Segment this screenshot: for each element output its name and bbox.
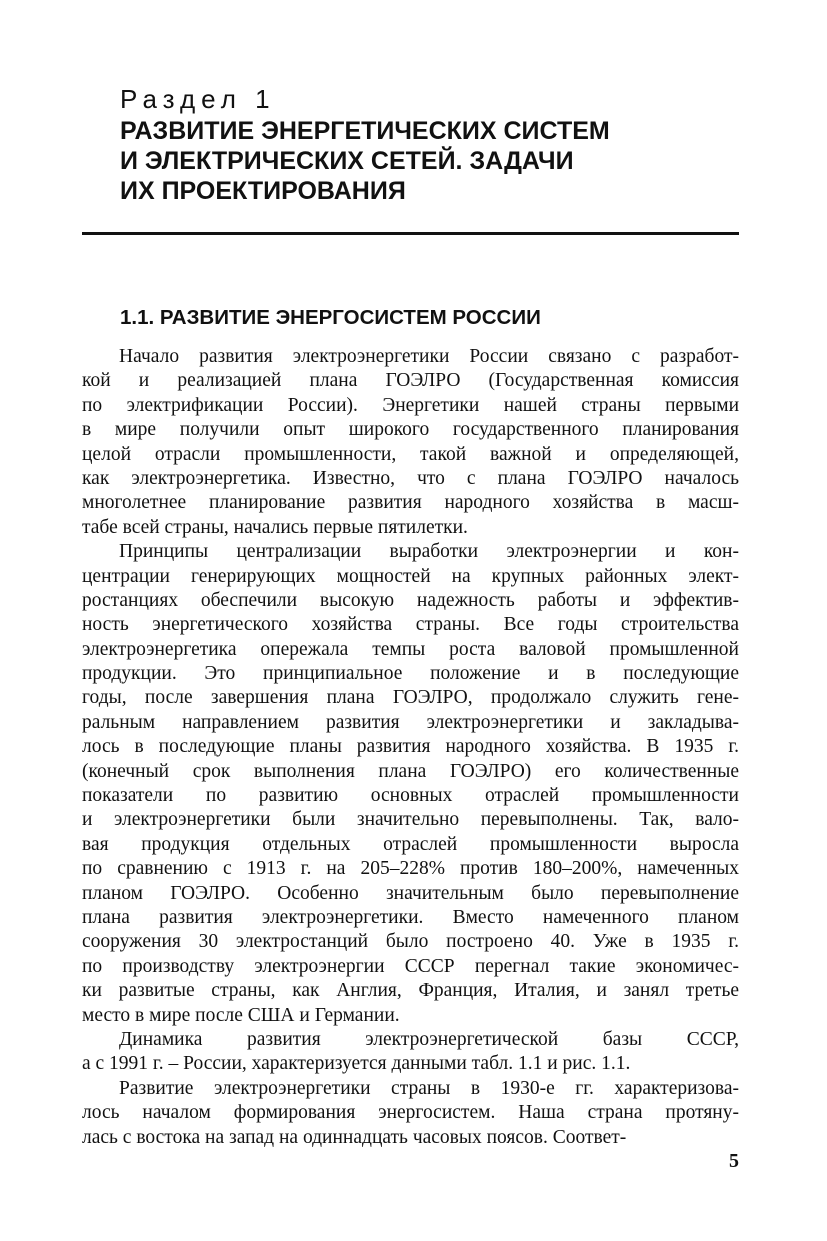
text-line: ральным направлением развития электроэнергетики и закладыва- (82, 711, 739, 733)
subsection-title: 1.1. РАЗВИТИЕ ЭНЕРГОСИСТЕМ РОССИИ (120, 306, 541, 329)
text-line: Начало развития электроэнергетики России связано с разработ- (119, 346, 739, 367)
text-line: вая продукция отдельных отраслей промышленности выросла (82, 833, 739, 855)
section-title-line: И ЭЛЕКТРИЧЕСКИХ СЕТЕЙ. ЗАДАЧИ (120, 147, 574, 175)
text-line: а с 1991 г. – России, характеризуется данными табл. 1.1 и рис. 1.1. (82, 1053, 631, 1075)
page-number: 5 (729, 1150, 739, 1172)
header-rule (82, 232, 739, 235)
section-title-line: ИХ ПРОЕКТИРОВАНИЯ (120, 177, 406, 205)
text-line: ность энергетического хозяйства страны. Все годы строительства (82, 614, 739, 636)
section-title (120, 116, 740, 206)
text-line: ростанциях обеспечили высокую надежность работы и эффектив- (82, 589, 739, 611)
text-line: плана развития электроэнергетики. Вместо намеченного планом (82, 906, 739, 928)
paragraph (82, 540, 739, 1028)
section-title-line: РАЗВИТИЕ ЭНЕРГЕТИЧЕСКИХ СИСТЕМ (120, 117, 610, 145)
text-line: место в мире после США и Германии. (82, 1004, 400, 1026)
text-line: электроэнергетика опережала темпы роста валовой промышленной (82, 638, 739, 660)
text-line: Развитие электроэнергетики страны в 1930-е гг. характеризова- (119, 1077, 739, 1099)
paragraph (82, 1028, 739, 1077)
text-line: по электрификации России). Энергетики нашей страны первыми (82, 394, 739, 416)
text-line: многолетнее планирование развития народного хозяйства в масш- (82, 492, 739, 514)
text-line: годы, после завершения плана ГОЭЛРО, продолжало служить гене- (82, 687, 739, 709)
paragraph (82, 1077, 739, 1150)
text-line: целой отрасли промышленности, такой важной и определяющей, (82, 443, 739, 465)
text-line: в мире получили опыт широкого государственного планирования (82, 419, 739, 441)
text-line: Динамика развития электроэнергетической базы СССР, (119, 1028, 739, 1050)
text-line: Принципы централизации выработки электроэнергии и кон- (119, 541, 739, 563)
text-line: табе всей страны, начались первые пятилетки. (82, 516, 468, 538)
text-line: и электроэнергетики были значительно перевыполнены. Так, вало- (82, 809, 739, 831)
text-line: по производству электроэнергии СССР перегнал такие экономичес- (82, 955, 739, 977)
text-line: по сравнению с 1913 г. на 205–228% против 180–200%, намеченных (82, 858, 739, 880)
text-line: ки развитые страны, как Англия, Франция, Италия, и занял третье (82, 980, 739, 1002)
text-line: лось в последующие планы развития народного хозяйства. В 1935 г. (82, 736, 739, 758)
text-line: как электроэнергетика. Известно, что с плана ГОЭЛРО началось (82, 467, 739, 489)
text-line: (конечный срок выполнения плана ГОЭЛРО) его количественные (82, 760, 739, 782)
text-line: планом ГОЭЛРО. Особенно значительным было перевыполнение (82, 882, 739, 904)
text-line: центрации генерирующих мощностей на крупных районных элект- (82, 565, 739, 587)
text-line: кой и реализацией плана ГОЭЛРО (Государственная комиссия (82, 370, 739, 392)
text-line: лось началом формирования энергосистем. Наша страна протяну- (82, 1102, 739, 1124)
text-line: продукции. Это принципиальное положение и в последующие (82, 663, 739, 685)
body-text (82, 345, 739, 1150)
text-line: сооружения 30 электростанций было построено 40. Уже в 1935 г. (82, 931, 739, 953)
paragraph (82, 345, 739, 540)
text-line: лась с востока на запад на одиннадцать часовых поясов. Соответ- (82, 1126, 627, 1148)
text-line: показатели по развитию основных отраслей промышленности (82, 785, 739, 807)
section-label: Раздел 1 (120, 84, 276, 114)
